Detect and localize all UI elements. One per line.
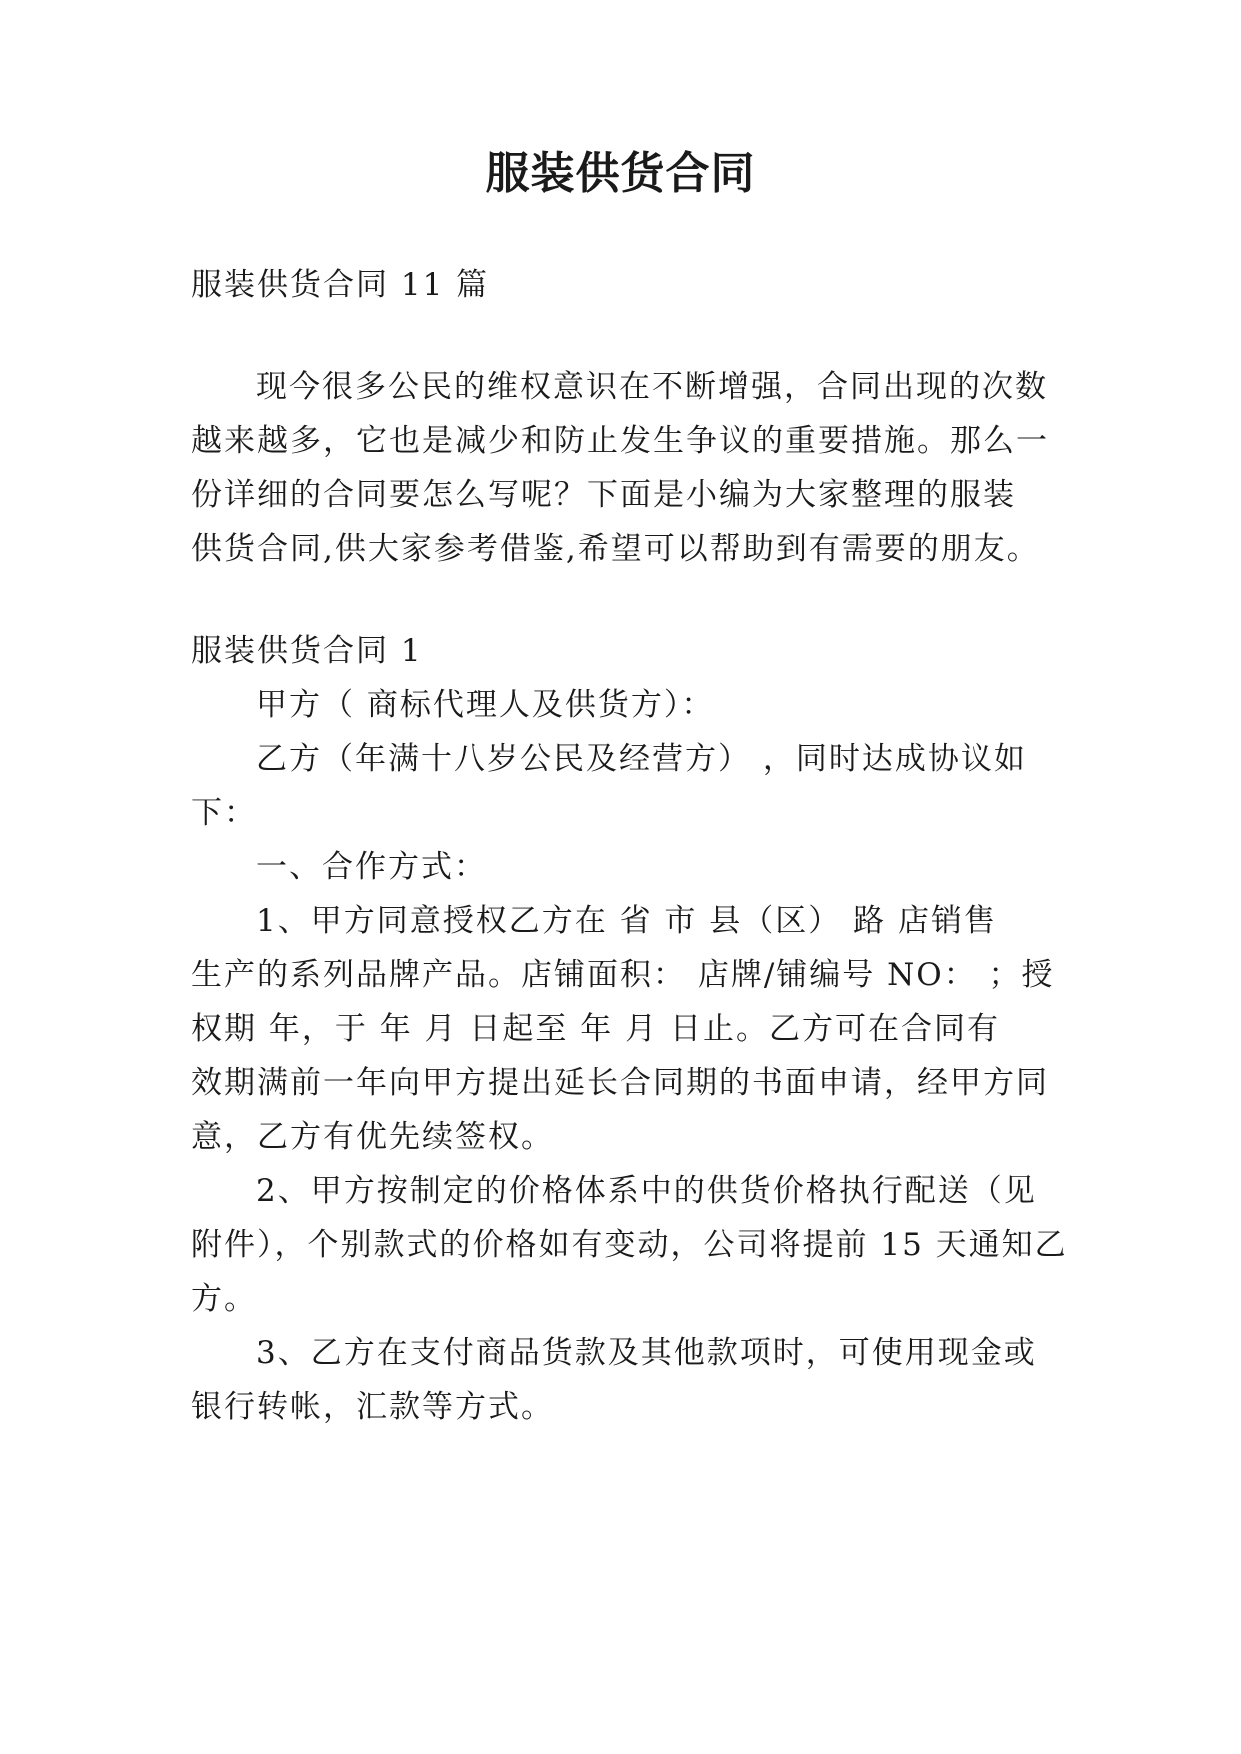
clause-1-line: 效期满前一年向甲方提出延长合同期的书面申请，经甲方同	[191, 1065, 1049, 1101]
clause-1-line: 权期 年，于 年 月 日起至 年 月 日止。乙方可在合同有	[191, 1011, 1000, 1047]
party-a-line: 甲方（ 商标代理人及供货方）：	[256, 687, 715, 723]
contract-heading: 服装供货合同 1	[191, 633, 423, 669]
clause-3-line: 3、乙方在支付商品货款及其他款项时，可使用现金或	[256, 1335, 1037, 1371]
intro-line: 越来越多，它也是减少和防止发生争议的重要措施。那么一	[191, 423, 1049, 459]
intro-line: 现今很多公民的维权意识在不断增强，合同出现的次数	[256, 369, 1048, 405]
clause-2-line: 附件），个别款式的价格如有变动，公司将提前 15 天通知乙	[191, 1227, 1068, 1263]
party-b-line: 乙方（年满十八岁公民及经营方） ，同时达成协议如	[256, 741, 1027, 777]
clause-3-line: 银行转帐，汇款等方式。	[191, 1389, 554, 1425]
section-heading: 一、合作方式：	[256, 849, 487, 885]
document-subtitle: 服装供货合同 11 篇	[191, 267, 490, 303]
intro-line: 供货合同,供大家参考借鉴,希望可以帮助到有需要的朋友。	[191, 531, 1040, 567]
clause-1-line: 意，乙方有优先续签权。	[191, 1119, 554, 1155]
clause-1-line: 生产的系列品牌产品。店铺面积： 店牌/铺编号 NO： ；授	[191, 957, 1055, 993]
intro-line: 份详细的合同要怎么写呢？下面是小编为大家整理的服装	[191, 477, 1016, 513]
party-b-line: 下：	[191, 795, 257, 831]
clause-1-line: 1、甲方同意授权乙方在 省 市 县（区） 路 店销售	[256, 903, 997, 939]
clause-2-line: 方。	[191, 1281, 257, 1317]
document-title: 服装供货合同	[485, 148, 756, 199]
clause-2-line: 2、甲方按制定的价格体系中的供货价格执行配送（见	[256, 1173, 1037, 1209]
